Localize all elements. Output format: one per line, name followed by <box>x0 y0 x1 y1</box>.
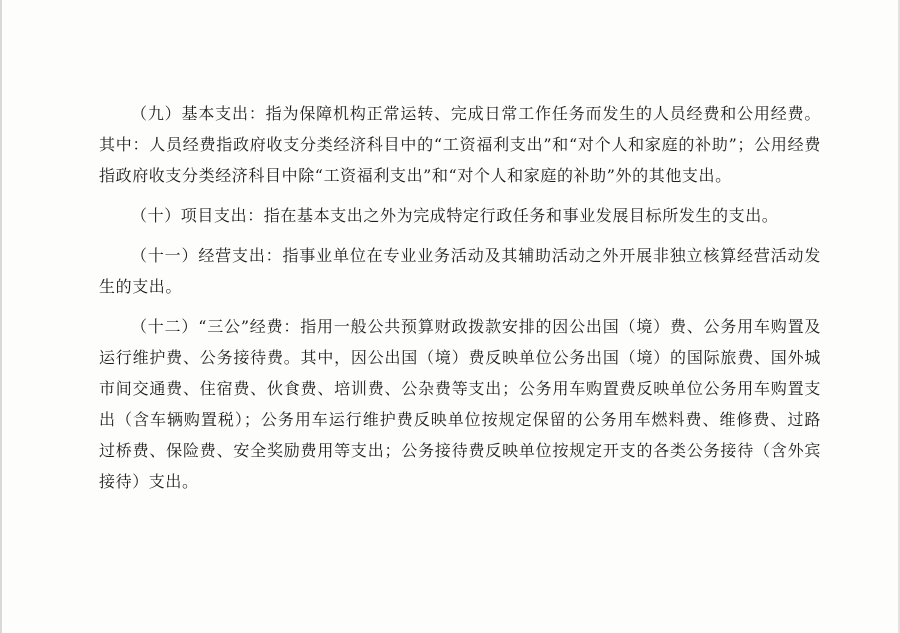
paragraph-three-public-expenses: （十二）“三公”经费：指用一般公共预算财政拨款安排的因公出国（境）费、公务用车购置及运行维护费、公务接待费。其中，因公出国（境）费反映单位公务出国（境）的国际旅费、国外城市间交通费、住宿费、伙食费、培训费、公杂费等支出；公务用车购置费反映单位公务用车购置支出（含车辆购置税）；公务用车运行维护费反映单位按规定保留的公务用车燃料费、维修费、过路过桥费、保险费、安全奖励费用等支出；公务接待费反映单位按规定开支的各类公务接待（含外宾接待）支出。 <box>99 317 821 491</box>
paragraph-project-expenditure: （十）项目支出：指在基本支出之外为完成特定行政任务和事业发展目标所发生的支出。 <box>131 206 779 225</box>
paragraph-basic-expenditure: （九）基本支出：指为保障机构正常运转、完成日常工作任务而发生的人员经费和公用经费。其中：人员经费指政府收支分类经济科目中的“工资福利支出”和“对个人和家庭的补助”；公用经费指政府收支分类经济科目中除“工资福利支出”和“对个人和家庭的补助”外的其他支出。 <box>99 104 821 185</box>
document-body <box>99 98 821 506</box>
page-edge-left <box>0 0 2 633</box>
paragraph-operating-expenditure: （十一）经营支出：指事业单位在专业业务活动及其辅助活动之外开展非独立核算经营活动发生的支出。 <box>99 246 821 296</box>
